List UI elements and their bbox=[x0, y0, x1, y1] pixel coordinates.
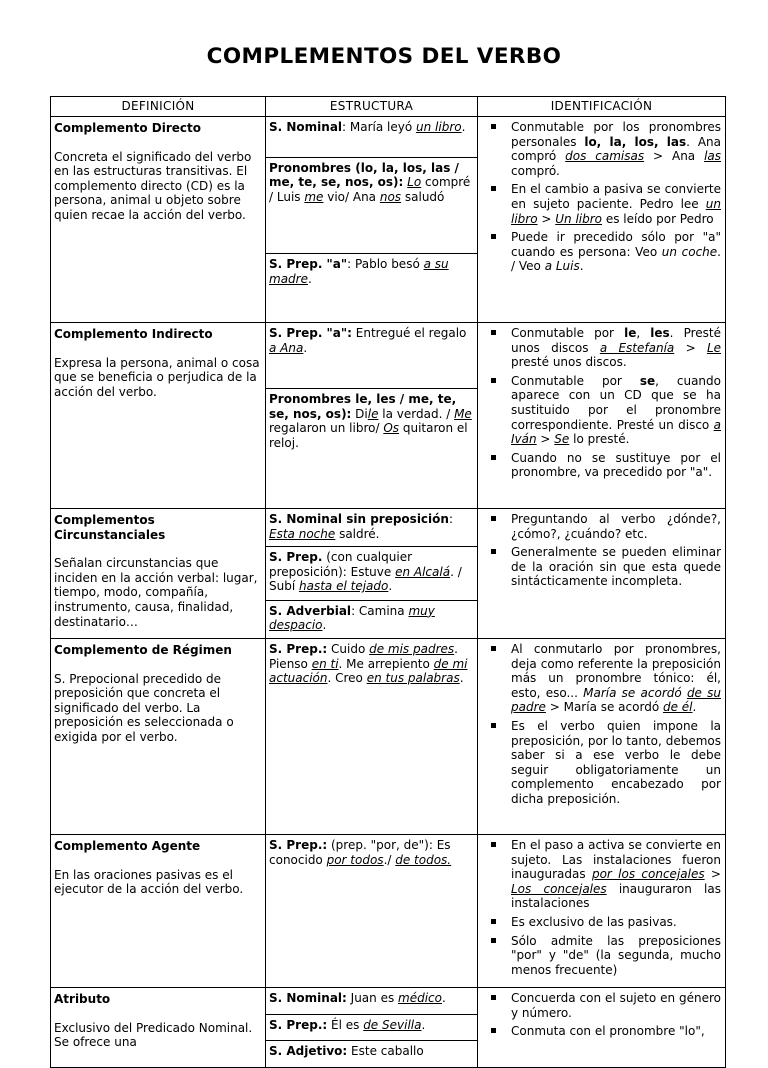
identification-cell bbox=[478, 988, 726, 1068]
text-run: , cuando aparece con un CD que se ha sustituido por el pronombre correspondiente. Presté un disco bbox=[511, 373, 721, 432]
underlined-example: un libro bbox=[511, 196, 721, 226]
underlined-example: las bbox=[704, 149, 722, 164]
underlined-example: a Iván bbox=[511, 417, 721, 447]
bullet-item bbox=[482, 719, 721, 807]
bullet-item bbox=[482, 838, 721, 911]
structure-cell bbox=[266, 835, 478, 988]
table-row bbox=[51, 117, 726, 323]
text-run: . bbox=[421, 1017, 426, 1032]
table-row bbox=[51, 988, 726, 1068]
table-header-row bbox=[51, 97, 726, 117]
bold-text: les bbox=[650, 326, 670, 340]
text-run: Conmutable por bbox=[511, 326, 625, 340]
bold-text: S. Prep. bbox=[269, 550, 323, 565]
underlined-example: médico bbox=[398, 991, 442, 1005]
text-run: Sólo admite las preposiciones "por" y "de" (la segunda, mucho menos frecuente) bbox=[511, 933, 721, 977]
bullet-item bbox=[482, 230, 721, 274]
bold-text: S. Nominal sin preposición bbox=[269, 512, 449, 526]
identification-cell bbox=[478, 509, 726, 639]
definition-cell bbox=[51, 509, 266, 639]
text-run: Preguntando al verbo ¿dónde?, ¿cómo?, ¿cuándo? etc. bbox=[511, 512, 721, 541]
text-run: regalaron un libro/ bbox=[269, 421, 384, 436]
text-run: (prep. "por, de"): Es conocido bbox=[269, 838, 451, 867]
text-run: . Pienso bbox=[269, 642, 458, 671]
structure-item bbox=[266, 389, 477, 508]
underlined-example: nos bbox=[379, 189, 402, 204]
text-run: . bbox=[459, 671, 464, 686]
complement-name: Complemento Agente bbox=[54, 839, 201, 853]
underlined-example: muy despacio bbox=[269, 603, 435, 633]
complement-description: Concreta el significado del verbo en las estructuras transitivas. El complemento directo (CD) es la persona, animal u objeto sobre quien recae la acción del verbo. bbox=[54, 149, 252, 222]
bold-text: Pronombres (lo, la, los, las / me, te, se, nos, os): bbox=[269, 160, 459, 190]
complement-description: Expresa la persona, animal o cosa que se beneficia o perjudica de la acción del verbo. bbox=[54, 355, 260, 399]
identification-cell bbox=[478, 323, 726, 509]
underlined-example: Lo bbox=[407, 175, 422, 190]
complements-table-wrapper bbox=[50, 96, 725, 1068]
text-run: . bbox=[461, 120, 466, 134]
underlined-example: en ti bbox=[311, 656, 339, 671]
text-run: Conmutable por los pronombres personales bbox=[511, 120, 721, 149]
header-estructura: ESTRUCTURA bbox=[266, 97, 478, 117]
text-run: Conmuta con el pronombre "lo", bbox=[511, 1024, 705, 1039]
text-run: Conmutable por bbox=[511, 373, 640, 388]
bold-text: lo, la, los, las bbox=[584, 134, 687, 149]
bold-text: S. Nominal: bbox=[269, 991, 347, 1005]
underlined-example: Los concejales bbox=[511, 881, 607, 896]
structure-item bbox=[266, 254, 477, 322]
structure-item bbox=[266, 1014, 477, 1041]
bullet-item bbox=[482, 451, 721, 480]
text-run: . Me arrepiento bbox=[338, 656, 434, 671]
identification-cell bbox=[478, 835, 726, 988]
underlined-example: por los concejales bbox=[591, 867, 705, 882]
underlined-example: de él bbox=[662, 700, 693, 715]
underlined-example: me bbox=[304, 189, 324, 204]
complement-name: Complementos Circunstanciales bbox=[54, 513, 166, 542]
text-run: Él es bbox=[327, 1017, 364, 1032]
text-run: > bbox=[536, 432, 555, 447]
bullet-item bbox=[482, 120, 721, 178]
underlined-example: de mi actuación bbox=[269, 656, 468, 686]
bold-text: S. Prep.: bbox=[269, 838, 328, 852]
complement-description: Exclusivo del Predicado Nominal. Se ofrece una bbox=[54, 1020, 253, 1050]
structure-item bbox=[266, 547, 477, 601]
text-run: . bbox=[388, 579, 393, 594]
structure-cell bbox=[266, 639, 478, 835]
text-run: . / Veo bbox=[511, 244, 721, 274]
bold-text: S. Prep. "a" bbox=[269, 257, 348, 272]
text-run: > bbox=[674, 340, 707, 355]
text-run: . bbox=[303, 340, 308, 355]
text-run: saludó bbox=[401, 189, 445, 204]
complement-description: Señalan circunstancias que inciden en la acción verbal: lugar, tiempo, modo, compañía, instrumento, causa, finalidad, destinatario… bbox=[54, 556, 258, 629]
underlined-example: hasta el tejado bbox=[299, 579, 389, 594]
text-run: . bbox=[307, 272, 312, 287]
underlined-example: en tus palabras bbox=[366, 671, 460, 686]
bold-text: S. Prep. "a": bbox=[269, 326, 352, 340]
text-run: : Pablo besó bbox=[347, 257, 424, 272]
definition-cell bbox=[51, 835, 266, 988]
text-run: Al conmutarlo por pronombres, deja como referente la preposición más un pronombre tónico: él, esto, eso... bbox=[511, 642, 721, 700]
text-run: compré / Luis bbox=[269, 175, 471, 204]
identification-list bbox=[482, 642, 721, 807]
structure-item bbox=[266, 639, 477, 834]
bullet-item bbox=[482, 545, 721, 589]
definition-cell bbox=[51, 117, 266, 323]
structure-list bbox=[266, 835, 477, 987]
text-run: vio/ Ana bbox=[323, 189, 380, 204]
text-run: Entregué el regalo bbox=[351, 326, 467, 340]
text-run: saldré. bbox=[335, 526, 380, 541]
structure-item bbox=[266, 323, 477, 389]
bullet-item bbox=[482, 182, 721, 226]
structure-list bbox=[266, 117, 477, 322]
text-run: > bbox=[704, 867, 721, 882]
bold-text: le bbox=[624, 326, 637, 340]
text-run: . bbox=[322, 618, 327, 633]
italic-text: un coche bbox=[661, 244, 718, 259]
text-run: . bbox=[579, 259, 584, 274]
header-identificacion: IDENTIFICACIÓN bbox=[478, 97, 726, 117]
bullet-item bbox=[482, 326, 721, 370]
identification-list bbox=[482, 838, 721, 977]
underlined-example: a Estefanía bbox=[599, 340, 675, 355]
bullet-item bbox=[482, 512, 721, 541]
text-run: (con cualquier preposición): Estuve bbox=[269, 550, 413, 579]
italic-text: María se acordó bbox=[583, 685, 682, 700]
identification-list bbox=[482, 512, 721, 589]
identification-list bbox=[482, 991, 721, 1039]
text-run: quitaron el reloj. bbox=[269, 421, 468, 450]
complement-name: Complemento Directo bbox=[54, 121, 201, 135]
identification-list bbox=[482, 326, 721, 480]
bullet-item bbox=[482, 642, 721, 715]
bullet-item bbox=[482, 934, 721, 978]
text-run: , bbox=[636, 326, 651, 340]
underlined-example: le bbox=[367, 406, 379, 421]
structure-cell bbox=[266, 988, 478, 1068]
table-row bbox=[51, 323, 726, 509]
table-row bbox=[51, 509, 726, 639]
identification-cell bbox=[478, 117, 726, 323]
complement-name: Complemento de Régimen bbox=[54, 643, 232, 657]
definition-cell bbox=[51, 639, 266, 835]
text-run: > bbox=[537, 211, 556, 226]
text-run: > Ana bbox=[644, 149, 705, 164]
underlined-example: a su madre bbox=[269, 257, 449, 287]
text-run: . bbox=[442, 991, 446, 1005]
text-run: : bbox=[448, 512, 453, 526]
text-run: Juan es bbox=[346, 991, 399, 1005]
text-run: En el paso a activa se convierte en sujeto. Las instalaciones fueron inauguradas bbox=[511, 838, 721, 882]
structure-item bbox=[266, 509, 477, 547]
text-run: Es exclusivo de las pasivas. bbox=[511, 914, 677, 929]
structure-cell bbox=[266, 509, 478, 639]
bold-text: Pronombres le, les / me, te, se, nos, os): bbox=[269, 392, 457, 421]
text-run: Este caballo bbox=[347, 1044, 424, 1059]
structure-item bbox=[266, 988, 477, 1014]
table-row bbox=[51, 835, 726, 988]
complement-name: Atributo bbox=[54, 992, 111, 1006]
structure-list bbox=[266, 323, 477, 508]
header-definicion: DEFINICIÓN bbox=[51, 97, 266, 117]
text-run: Cuido bbox=[327, 642, 370, 656]
text-run: Di bbox=[351, 406, 368, 421]
bold-text: S. Adverbial bbox=[269, 603, 352, 618]
bold-text: S. Nominal bbox=[269, 120, 343, 134]
text-run: Puede ir precedido sólo por "a" cuando es persona: Veo bbox=[511, 230, 721, 259]
text-run: > María se acordó bbox=[545, 700, 663, 715]
definition-cell bbox=[51, 323, 266, 509]
bullet-item bbox=[482, 374, 721, 447]
underlined-example: de Sevilla bbox=[363, 1017, 422, 1032]
underlined-example: Un libro bbox=[555, 211, 603, 226]
identification-cell bbox=[478, 639, 726, 835]
page-title: COMPLEMENTOS DEL VERBO bbox=[206, 44, 562, 69]
structure-cell bbox=[266, 117, 478, 323]
text-run: En el cambio a pasiva se convierte en sujeto paciente. Pedro lee bbox=[511, 182, 721, 211]
underlined-example: de mis padres bbox=[369, 642, 455, 656]
text-run: Concuerda con el sujeto en género y número. bbox=[511, 991, 721, 1020]
text-run: Cuando no se sustituye por el pronombre, va precedido por "a". bbox=[511, 450, 721, 480]
underlined-example: por todos bbox=[326, 852, 384, 867]
structure-item bbox=[266, 157, 477, 254]
bold-text: se bbox=[639, 373, 656, 388]
structure-item bbox=[266, 600, 477, 638]
underlined-example: en Alcalá bbox=[395, 564, 451, 579]
definition-cell bbox=[51, 988, 266, 1068]
underlined-example: de su padre bbox=[511, 685, 722, 715]
text-run: Es el verbo quien impone la preposición, por lo tanto, debemos saber si a ese verbo le debe seguir obligatoriamente un complemento encabezado por dicha preposición. bbox=[511, 718, 721, 806]
complements-table bbox=[50, 96, 726, 1068]
underlined-example: un libro bbox=[416, 120, 462, 134]
table-row bbox=[51, 639, 726, 835]
bold-text: S. Prep.: bbox=[269, 642, 328, 656]
bullet-item bbox=[482, 991, 721, 1020]
complement-description: En las oraciones pasivas es el ejecutor de la acción del verbo. bbox=[54, 867, 244, 897]
bullet-item bbox=[482, 1024, 721, 1039]
structure-list bbox=[266, 509, 477, 638]
text-run: lo presté. bbox=[569, 432, 630, 447]
structure-cell bbox=[266, 323, 478, 509]
text-run: la verdad. / bbox=[378, 406, 455, 421]
structure-list bbox=[266, 639, 477, 834]
identification-list bbox=[482, 120, 721, 274]
underlined-example: Os bbox=[383, 421, 400, 436]
text-run: . Creo bbox=[327, 671, 367, 686]
structure-item bbox=[266, 1041, 477, 1067]
italic-text: a Luis bbox=[544, 259, 580, 274]
text-run: . Presté unos discos bbox=[511, 326, 721, 355]
text-run: compró. bbox=[511, 163, 560, 178]
structure-item bbox=[266, 117, 477, 157]
text-run: . Ana compró bbox=[511, 134, 721, 164]
text-run: presté unos discos. bbox=[511, 355, 627, 370]
text-run: inauguraron las instalaciones bbox=[511, 881, 721, 911]
underlined-example: Esta noche bbox=[269, 526, 336, 541]
underlined-example: a Ana bbox=[269, 340, 304, 355]
complement-name: Complemento Indirecto bbox=[54, 327, 213, 341]
structure-list bbox=[266, 988, 477, 1067]
text-run: ./ bbox=[383, 852, 396, 867]
text-run: : María leyó bbox=[342, 120, 417, 134]
bullet-item bbox=[482, 915, 721, 930]
text-run: . / Subí bbox=[269, 564, 462, 594]
bold-text: S. Adjetivo: bbox=[269, 1044, 348, 1059]
text-run: Generalmente se pueden eliminar de la oración sin que esta quede sintácticamente incompleta. bbox=[511, 545, 721, 589]
complement-description: S. Prepocional precedido de preposición que concreta el significado del verbo. La preposición es seleccionada o exigida por el verbo. bbox=[54, 671, 234, 744]
underlined-example: Le bbox=[706, 340, 722, 355]
text-run: : Camina bbox=[351, 603, 409, 618]
text-run: es leído por Pedro bbox=[602, 211, 714, 226]
text-run: . bbox=[692, 700, 697, 715]
underlined-example: dos camisas bbox=[565, 149, 645, 164]
bold-text: S. Prep.: bbox=[269, 1017, 328, 1032]
underlined-example: de todos. bbox=[395, 852, 452, 867]
underlined-example: Se bbox=[554, 432, 570, 447]
structure-item bbox=[266, 835, 477, 987]
underlined-example: Me bbox=[454, 406, 472, 421]
